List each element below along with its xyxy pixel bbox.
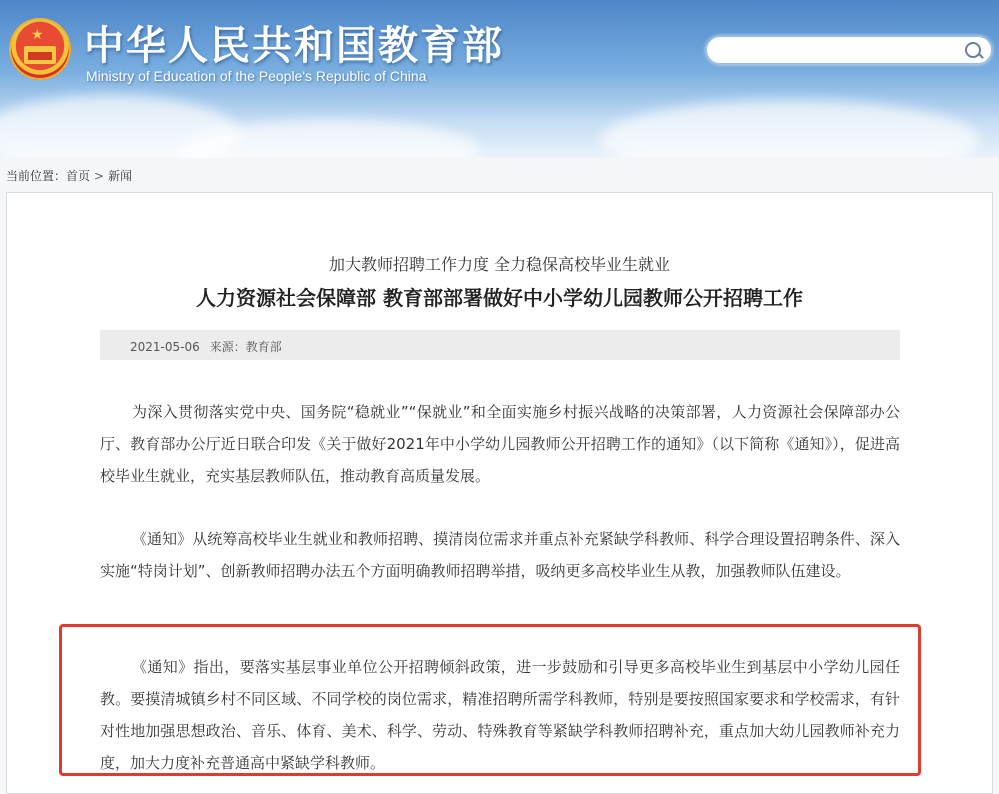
site-header	[0, 0, 999, 158]
national-emblem-icon: ★	[9, 18, 71, 80]
article-headline: 人力资源社会保障部 教育部部署做好中小学幼儿园教师公开招聘工作	[196, 286, 803, 310]
article-meta-bar	[100, 330, 900, 360]
article-kicker: 加大教师招聘工作力度 全力稳保高校毕业生就业	[328, 255, 671, 274]
search-icon[interactable]	[965, 42, 981, 58]
breadcrumb-separator: >	[94, 169, 105, 183]
article-paragraph: 为深入贯彻落实党中央、国务院“稳就业”“保就业”和全面实施乡村振兴战略的决策部署，人力资源社会保障部办公厅、教育部办公厅近日联合印发《关于做好2021年中小学幼儿园教师公开招聘工作的通知》（以下简称《通知》），促进高校毕业生就业，充实基层教师队伍，推动教育高质量发展。	[100, 403, 900, 485]
article-paragraph-highlighted: 《通知》指出，要落实基层事业单位公开招聘倾斜政策，进一步鼓励和引导更多高校毕业生到基层中小学幼儿园任教。要摸清城镇乡村不同区域、不同学校的岗位需求，精准招聘所需学科教师，特别是要按照国家要求和学校需求，有针对性地加强思想政治、音乐、体育、美术、科学、劳动、特殊教育等紧缺学科教师招聘补充，重点加大幼儿园教师补充力度，加大力度补充普通高中紧缺学科教师。	[100, 658, 900, 772]
site-subtitle: Ministry of Education of the People's Republic of China	[86, 68, 427, 84]
article-date: 2021-05-06	[130, 340, 200, 354]
breadcrumb-label: 当前位置：	[6, 169, 67, 183]
article-paragraph: 《通知》从统筹高校毕业生就业和教师招聘、摸清岗位需求并重点补充紧缺学科教师、科学合理设置招聘条件、深入实施“特岗计划”、创新教师招聘办法五个方面明确教师招聘举措，吸纳更多高校毕业生从教，加强教师队伍建设。	[100, 530, 900, 580]
article-meta	[130, 338, 292, 355]
search-input[interactable]	[719, 40, 963, 62]
breadcrumb-home-link[interactable]: 首页	[66, 169, 91, 183]
site-title: 中华人民共和国教育部	[84, 22, 504, 69]
article-source: 来源：教育部	[209, 340, 282, 354]
breadcrumb-news-link[interactable]: 新闻	[108, 169, 133, 183]
search-box	[706, 36, 992, 64]
breadcrumb	[6, 167, 132, 184]
